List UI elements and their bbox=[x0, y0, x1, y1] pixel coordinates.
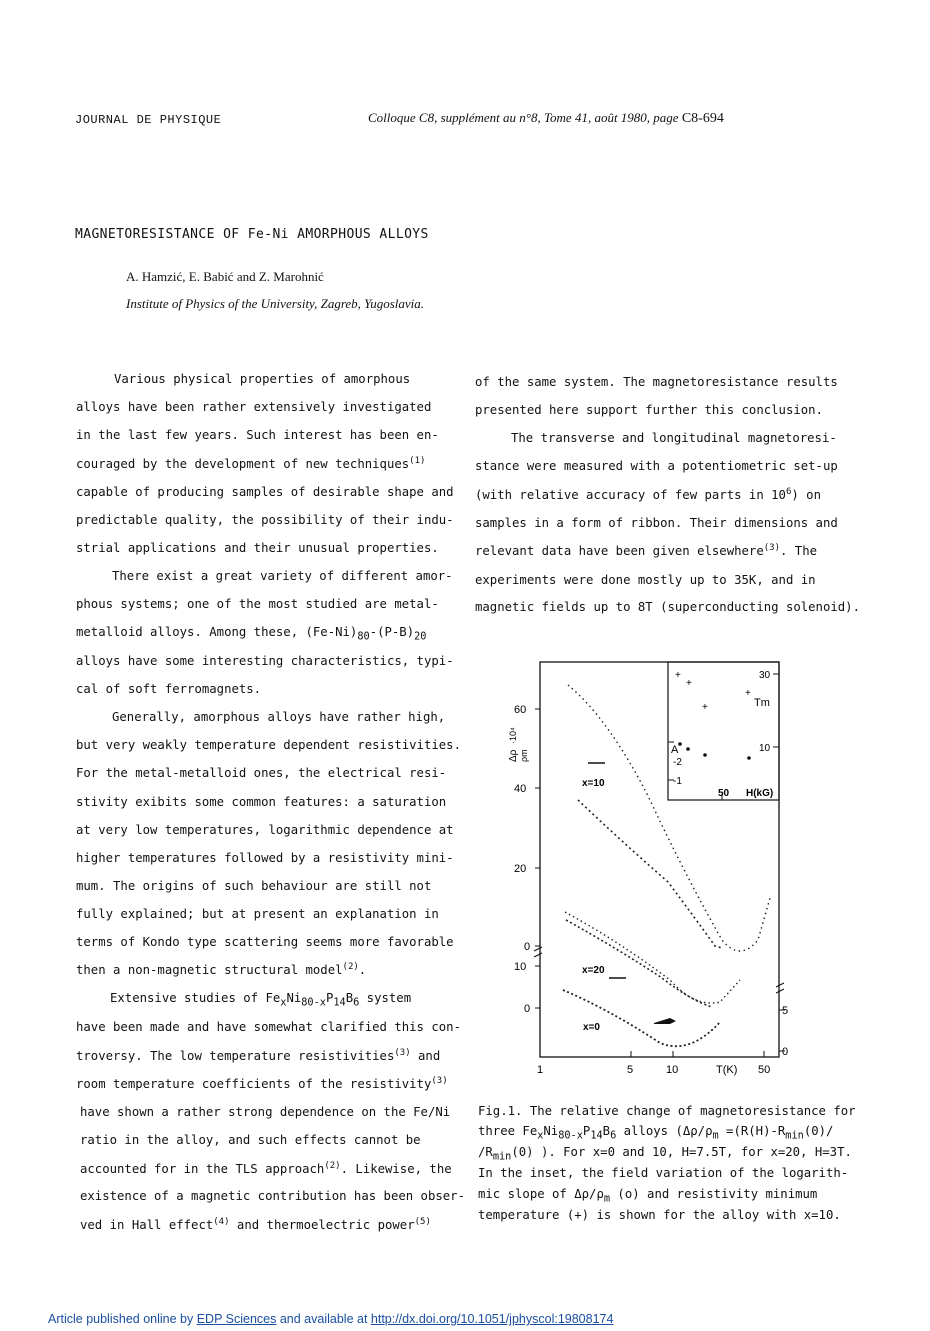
text-line: phous systems; one of the most studied are metal- bbox=[76, 597, 439, 611]
text-line: relevant data have been given elsewhere$^{(3)}$. The bbox=[475, 543, 818, 559]
journal-name: JOURNAL DE PHYSIQUE bbox=[75, 113, 222, 127]
caption-line: mic slope of $\Delta\rho/\rho_m$ (o) and resistivity minimum bbox=[478, 1187, 818, 1205]
inset-frame bbox=[668, 662, 779, 800]
inset-right-tick: 10 bbox=[759, 743, 771, 754]
curve-label-x0: x=0 bbox=[583, 1022, 600, 1033]
text-line: capable of producing samples of desirable shape and bbox=[76, 485, 454, 499]
caption-line: three $Fe_xNi_{80-x}P_{14}B_6$ alloys ($\Delta\rho/\rho_m =(R(H)-R_{min}(0)/$ bbox=[478, 1124, 834, 1142]
curve-label-x20: x=20 bbox=[582, 965, 605, 976]
svg-text:+: + bbox=[675, 670, 681, 681]
curve-x20-b bbox=[566, 920, 712, 1007]
y-tick-label: 20 bbox=[514, 863, 527, 875]
text-line: For the metal-metalloid ones, the electrical resi- bbox=[76, 766, 447, 780]
curve-x20-a bbox=[565, 912, 740, 1003]
text-line: metalloid alloys. Among these, $(Fe-Ni)_{80}-(P-B)_{20}$ bbox=[76, 625, 427, 643]
publication-footer bbox=[48, 1312, 613, 1326]
colloque-info bbox=[368, 110, 724, 127]
y-tick-label: 0 bbox=[524, 1003, 531, 1015]
curve-x10-a bbox=[568, 685, 770, 951]
text-line: alloys have been rather extensively investigated bbox=[76, 400, 432, 414]
y-axis-label bbox=[508, 727, 529, 762]
text-line: samples in a form of ribbon. Their dimensions and bbox=[475, 516, 838, 530]
curve-label-x10: x=10 bbox=[582, 778, 605, 789]
inset-ticks bbox=[668, 674, 779, 800]
text-line: magnetic fields up to 8T (superconducting solenoid). bbox=[475, 600, 860, 614]
magnetoresistance-figure bbox=[490, 650, 800, 1090]
text-line: strial applications and their unusual properties. bbox=[76, 541, 439, 555]
caption-line: Fig.1. The relative change of magnetoresistance for bbox=[478, 1104, 856, 1118]
curve-x0 bbox=[563, 990, 720, 1046]
text-line: room temperature coefficients of the resistivity$^{(3)}$ bbox=[76, 1076, 448, 1092]
svg-text:ρm: ρm bbox=[519, 749, 529, 762]
inset-right-tick: 30 bbox=[759, 670, 771, 681]
text-line: predictable quality, the possibility of their indu- bbox=[76, 513, 454, 527]
article-title: MAGNETORESISTANCE OF Fe-Ni AMORPHOUS ALLOYS bbox=[75, 227, 429, 242]
text-line: but very weakly temperature dependent resistivities. bbox=[76, 738, 461, 752]
inset-x-label: H(kG) bbox=[746, 788, 774, 799]
x-tick-label: 1 bbox=[537, 1064, 544, 1076]
text-line: higher temperatures followed by a resistivity mini- bbox=[76, 851, 454, 865]
y-tick-label: 40 bbox=[514, 783, 527, 795]
text-line: ratio in the alloy, and such effects cannot be bbox=[80, 1133, 421, 1147]
x-tick-label: 10 bbox=[666, 1064, 679, 1076]
text-line: alloys have some interesting characteristics, typi- bbox=[76, 654, 454, 668]
colloque-text: Colloque C8, supplément au n°8, Tome 41, août 1980, page bbox=[368, 110, 679, 125]
inset-y-label-a: A bbox=[671, 744, 679, 756]
text-line: Various physical properties of amorphous bbox=[114, 372, 411, 386]
svg-text:+: + bbox=[702, 702, 708, 713]
text-line: then a non-magnetic structural model$^{(2)}$. bbox=[76, 962, 367, 978]
text-line: have shown a rather strong dependence on the Fe/Ni bbox=[80, 1105, 451, 1119]
inset-y-tick: -1 bbox=[673, 776, 682, 787]
text-line: couraged by the development of new techniques$^{(1)}$ bbox=[76, 456, 426, 472]
text-line: accounted for in the TLS approach$^{(2)}$. Likewise, the bbox=[80, 1161, 452, 1177]
caption-line: temperature (+) is shown for the alloy with x=10. bbox=[478, 1208, 841, 1222]
inset-y-label-tm: Tm bbox=[754, 697, 770, 709]
x-axis-ticks bbox=[631, 1051, 764, 1057]
text-line: fully explained; but at present an explanation in bbox=[76, 907, 439, 921]
x-axis-label: T(K) bbox=[716, 1064, 738, 1076]
text-line: Extensive studies of $Fe_xNi_{80-x}P_{14}B_6$ system bbox=[110, 991, 412, 1009]
y-axis-ticks bbox=[534, 709, 542, 1008]
text-line: Generally, amorphous alloys have rather high, bbox=[112, 710, 446, 724]
text-line: existence of a magnetic contribution has been obser- bbox=[80, 1189, 465, 1203]
plot-frame bbox=[540, 662, 779, 1057]
inset-points bbox=[675, 670, 751, 760]
y-tick-label: 60 bbox=[514, 704, 527, 716]
inset-x-tick: 50 bbox=[718, 788, 730, 799]
edp-link[interactable]: EDP Sciences bbox=[196, 1312, 277, 1326]
caption-line: $/R_{min}(0)$ ). For x=0 and 10, H=7.5T, for x=20, H=3T. bbox=[478, 1145, 852, 1163]
text-line: ved in Hall effect$^{(4)}$ and thermoelectric power$^{(5)}$ bbox=[80, 1217, 431, 1233]
right-axis-ticks bbox=[776, 983, 785, 1051]
arrow-right-icon bbox=[654, 1018, 676, 1024]
text-line: (with relative accuracy of few parts in $10^6$) on bbox=[475, 487, 821, 503]
authors: A. Hamzić, E. Babić and Z. Marohnić bbox=[126, 269, 324, 284]
text-line: cal of soft ferromagnets. bbox=[76, 682, 262, 696]
text-line: terms of Kondo type scattering seems more favorable bbox=[76, 935, 454, 949]
text-line: presented here support further this conclusion. bbox=[475, 403, 823, 417]
svg-text:·10⁴: ·10⁴ bbox=[508, 727, 518, 744]
right-tick-label: 5 bbox=[782, 1005, 789, 1017]
text-line: of the same system. The magnetoresistance results bbox=[475, 375, 838, 389]
text-line: mum. The origins of such behaviour are still not bbox=[76, 879, 432, 893]
inset-y-tick: -2 bbox=[673, 757, 682, 768]
svg-text:Δρ: Δρ bbox=[508, 749, 519, 762]
text-line: in the last few years. Such interest has been en- bbox=[76, 428, 439, 442]
footer-text: Article published online by bbox=[48, 1312, 197, 1326]
y-tick-label: 10 bbox=[514, 961, 527, 973]
text-line: at very low temperatures, logarithmic dependence at bbox=[76, 823, 454, 837]
y-tick-label: 0 bbox=[524, 941, 531, 953]
footer-text: and available at bbox=[276, 1312, 371, 1326]
text-line: troversy. The low temperature resistivities$^{(3)}$ and bbox=[76, 1048, 441, 1064]
curve-x10-b bbox=[578, 800, 722, 948]
doi-link[interactable]: http://dx.doi.org/10.1051/jphyscol:19808174 bbox=[370, 1312, 614, 1326]
x-tick-label: 50 bbox=[758, 1064, 771, 1076]
text-line: have been made and have somewhat clarified this con- bbox=[76, 1020, 461, 1034]
right-tick-label: 0 bbox=[782, 1046, 789, 1058]
svg-text:+: + bbox=[686, 678, 692, 689]
x-tick-label: 5 bbox=[627, 1064, 634, 1076]
caption-line: In the inset, the field variation of the logarith- bbox=[478, 1166, 849, 1180]
page-number: C8-694 bbox=[681, 111, 724, 126]
svg-text:+: + bbox=[745, 688, 751, 699]
text-line: The transverse and longitudinal magnetoresi- bbox=[511, 431, 837, 445]
text-line: experiments were done mostly up to 35K, and in bbox=[475, 573, 816, 587]
text-line: There exist a great variety of different amor- bbox=[112, 569, 453, 583]
text-line: stance were measured with a potentiometric set-up bbox=[475, 459, 838, 473]
affiliation: Institute of Physics of the University, Zagreb, Yugoslavia. bbox=[126, 296, 425, 311]
text-line: stivity exibits some common features: a saturation bbox=[76, 795, 447, 809]
